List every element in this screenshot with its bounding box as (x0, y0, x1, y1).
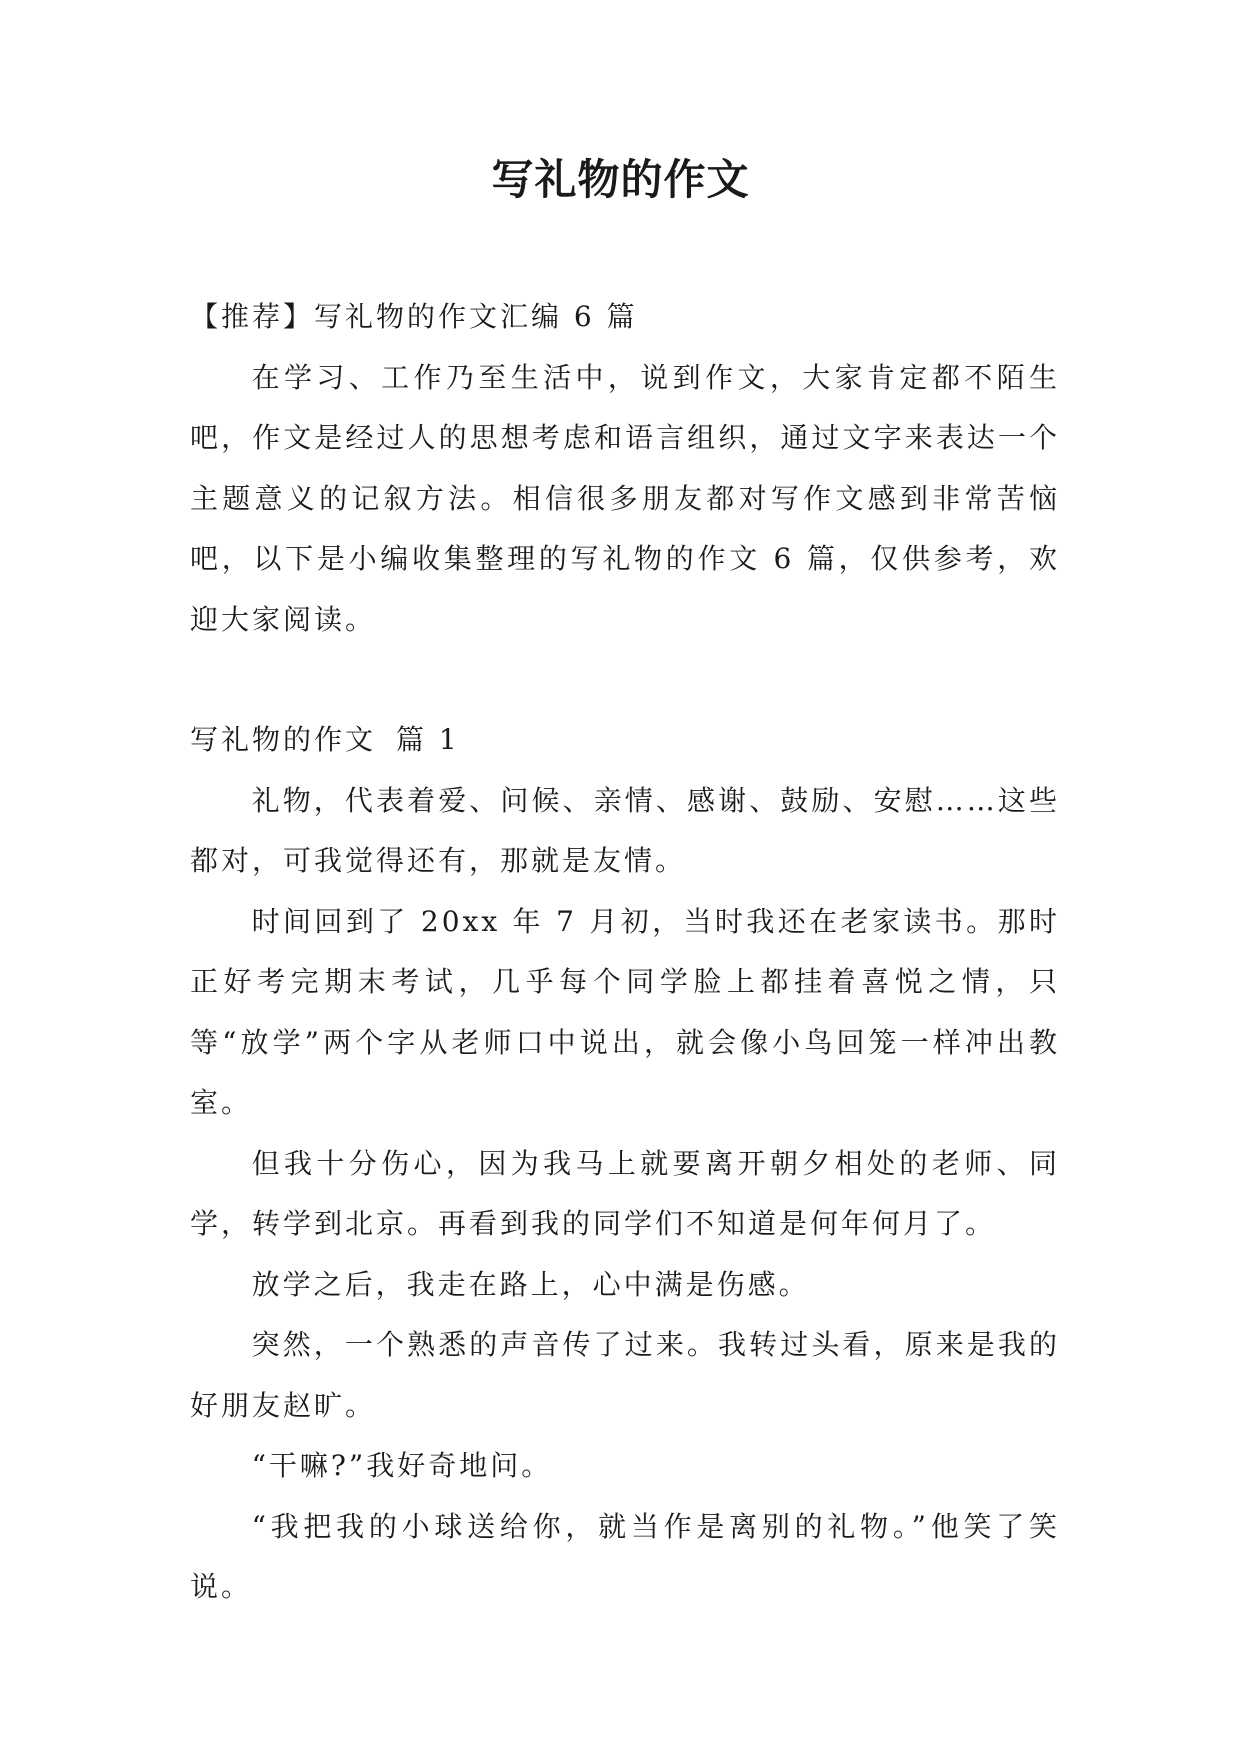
section-number: 篇 1 (396, 723, 460, 756)
section-title: 写礼物的作文 (190, 723, 377, 756)
body-paragraph: “干嘛?”我好奇地问。 (251, 1449, 553, 1482)
body-paragraph: 突然，一个熟悉的声音传了过来。我转过头看，原来是我的好朋友赵旷。 (190, 1328, 1060, 1422)
intro-paragraph: 在学习、工作乃至生活中，说到作文，大家肯定都不陌生吧，作文是经过人的思想考虑和语言组织，通过文字来表达一个主题意义的记叙方法。相信很多朋友都对写作文感到非常苦恼吧，以下是小编收集整理的写礼物的作文 6 篇，仅供参考，欢迎大家阅读。 (190, 360, 1060, 636)
section-heading (190, 710, 1060, 771)
body-paragraph: 时间回到了 20xx 年 7 月初，当时我还在老家读书。那时正好考完期末考试，几乎每个同学脸上都挂着喜悦之情，只等“放学”两个字从老师口中说出，就会像小鸟回笼一样冲出教室。 (190, 904, 1060, 1119)
document-body (190, 287, 1060, 1618)
body-paragraph: 放学之后，我走在路上，心中满是伤感。 (251, 1267, 810, 1301)
body-paragraph: 礼物，代表着爱、问候、亲情、感谢、鼓励、安慰……这些都对，可我觉得还有，那就是友情。 (190, 783, 1060, 877)
document-subtitle: 【推荐】写礼物的作文汇编 6 篇 (190, 300, 638, 333)
page-title: 写礼物的作文 (491, 155, 750, 204)
body-paragraph: “我把我的小球送给你，就当作是离别的礼物。”他笑了笑说。 (190, 1509, 1060, 1603)
body-paragraph: 但我十分伤心，因为我马上就要离开朝夕相处的老师、同学，转学到北京。再看到我的同学们不知道是何年何月了。 (190, 1146, 1060, 1240)
